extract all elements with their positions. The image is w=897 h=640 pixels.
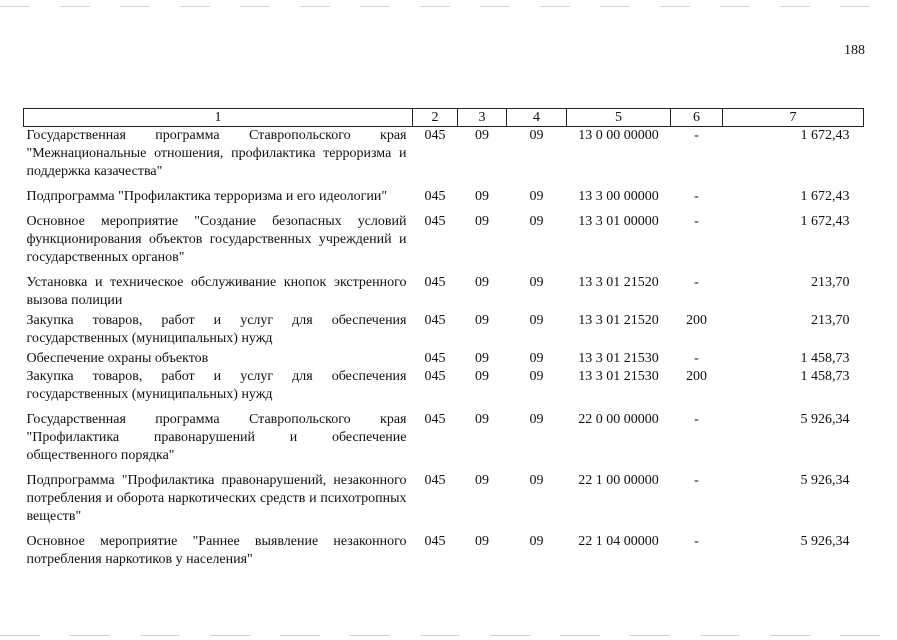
row-name: Закупка товаров, работ и услуг для обеспечения государственных (муниципальных) нужд bbox=[26, 313, 407, 346]
table-row bbox=[24, 348, 864, 368]
row-amount: 1 672,43 bbox=[800, 214, 850, 229]
row-ministry-code: 045 bbox=[424, 275, 446, 290]
header-col-1: 1 bbox=[24, 109, 413, 127]
row-target-article: 13 3 01 21520 bbox=[578, 275, 659, 290]
row-name: Установка и техническое обслуживание кнопок экстренного вызова полиции bbox=[26, 275, 407, 308]
budget-table bbox=[23, 108, 864, 569]
row-amount: 213,70 bbox=[811, 313, 850, 328]
row-name: Основное мероприятие "Раннее выявление незаконного потребления наркотиков у населения" bbox=[26, 534, 407, 567]
row-subsection: 09 bbox=[529, 313, 544, 328]
row-target-article: 13 3 01 00000 bbox=[578, 214, 659, 229]
row-name: Подпрограмма "Профилактика терроризма и его идеологии" bbox=[26, 189, 388, 204]
table-row bbox=[24, 310, 864, 348]
scan-edge-top bbox=[0, 6, 897, 7]
row-expense-type: 200 bbox=[686, 369, 707, 384]
row-section: 09 bbox=[475, 313, 489, 328]
row-ministry-code: 045 bbox=[424, 313, 446, 328]
row-name: Подпрограмма "Профилактика правонарушений, незаконного потребления и оборота наркотических средств и психотропных веществ" bbox=[26, 473, 407, 524]
scan-edge-bottom bbox=[0, 635, 897, 636]
table-row bbox=[24, 267, 864, 310]
row-target-article: 13 3 01 21530 bbox=[578, 351, 659, 366]
row-ministry-code: 045 bbox=[424, 189, 446, 204]
row-subsection: 09 bbox=[529, 275, 544, 290]
row-section: 09 bbox=[475, 275, 489, 290]
row-amount: 1 672,43 bbox=[800, 128, 850, 143]
row-amount: 1 672,43 bbox=[800, 189, 850, 204]
table-header-row bbox=[24, 109, 864, 127]
row-expense-type: - bbox=[694, 189, 699, 204]
row-ministry-code: 045 bbox=[424, 412, 446, 427]
row-target-article: 22 1 00 00000 bbox=[578, 473, 659, 488]
row-ministry-code: 045 bbox=[424, 214, 446, 229]
row-expense-type: - bbox=[694, 351, 699, 366]
row-ministry-code: 045 bbox=[424, 534, 446, 549]
header-col-4: 4 bbox=[507, 109, 567, 127]
header-col-3: 3 bbox=[458, 109, 507, 127]
row-ministry-code: 045 bbox=[424, 351, 446, 366]
table-row bbox=[24, 404, 864, 465]
row-amount: 1 458,73 bbox=[800, 351, 850, 366]
row-subsection: 09 bbox=[529, 351, 544, 366]
row-amount: 5 926,34 bbox=[800, 534, 850, 549]
header-col-7: 7 bbox=[723, 109, 864, 127]
row-expense-type: - bbox=[694, 128, 699, 143]
row-subsection: 09 bbox=[529, 189, 544, 204]
row-amount: 5 926,34 bbox=[800, 412, 850, 427]
table-row bbox=[24, 206, 864, 267]
row-ministry-code: 045 bbox=[424, 128, 446, 143]
table-row bbox=[24, 181, 864, 206]
row-target-article: 22 0 00 00000 bbox=[578, 412, 659, 427]
row-amount: 5 926,34 bbox=[800, 473, 850, 488]
row-expense-type: - bbox=[694, 473, 699, 488]
table-row bbox=[24, 368, 864, 404]
row-expense-type: - bbox=[694, 534, 699, 549]
row-subsection: 09 bbox=[529, 534, 544, 549]
table-row bbox=[24, 127, 864, 182]
row-target-article: 22 1 04 00000 bbox=[578, 534, 659, 549]
header-col-2: 2 bbox=[413, 109, 458, 127]
row-subsection: 09 bbox=[529, 473, 544, 488]
row-expense-type: - bbox=[694, 275, 699, 290]
row-name: Государственная программа Ставропольского края "Профилактика правонарушений и обеспечение общественного порядка" bbox=[26, 412, 407, 463]
row-section: 09 bbox=[475, 214, 489, 229]
header-col-6: 6 bbox=[671, 109, 723, 127]
row-name: Основное мероприятие "Создание безопасных условий функционирования объектов государственных учреждений и государственных органов" bbox=[26, 214, 407, 265]
row-section: 09 bbox=[475, 369, 489, 384]
row-section: 09 bbox=[475, 534, 489, 549]
row-target-article: 13 3 01 21520 bbox=[578, 313, 659, 328]
row-ministry-code: 045 bbox=[424, 473, 446, 488]
row-subsection: 09 bbox=[529, 214, 544, 229]
row-section: 09 bbox=[475, 412, 489, 427]
row-expense-type: - bbox=[694, 214, 699, 229]
row-section: 09 bbox=[475, 351, 489, 366]
row-name: Государственная программа Ставропольского края "Межнациональные отношения, профилактика терроризма и поддержка казачества" bbox=[26, 128, 407, 179]
row-subsection: 09 bbox=[529, 412, 544, 427]
row-expense-type: - bbox=[694, 412, 699, 427]
row-name: Обеспечение охраны объектов bbox=[26, 351, 209, 366]
row-target-article: 13 3 00 00000 bbox=[578, 189, 659, 204]
row-section: 09 bbox=[475, 473, 489, 488]
row-amount: 1 458,73 bbox=[800, 369, 850, 384]
row-expense-type: 200 bbox=[686, 313, 707, 328]
row-subsection: 09 bbox=[529, 128, 544, 143]
row-name: Закупка товаров, работ и услуг для обеспечения государственных (муниципальных) нужд bbox=[26, 369, 407, 402]
row-amount: 213,70 bbox=[811, 275, 850, 290]
row-section: 09 bbox=[475, 189, 489, 204]
table-row bbox=[24, 465, 864, 526]
row-ministry-code: 045 bbox=[424, 369, 446, 384]
page-number: 188 bbox=[844, 43, 865, 58]
row-subsection: 09 bbox=[529, 369, 544, 384]
row-section: 09 bbox=[475, 128, 489, 143]
row-target-article: 13 0 00 00000 bbox=[578, 128, 659, 143]
table-row bbox=[24, 526, 864, 569]
header-col-5: 5 bbox=[567, 109, 671, 127]
row-target-article: 13 3 01 21530 bbox=[578, 369, 659, 384]
